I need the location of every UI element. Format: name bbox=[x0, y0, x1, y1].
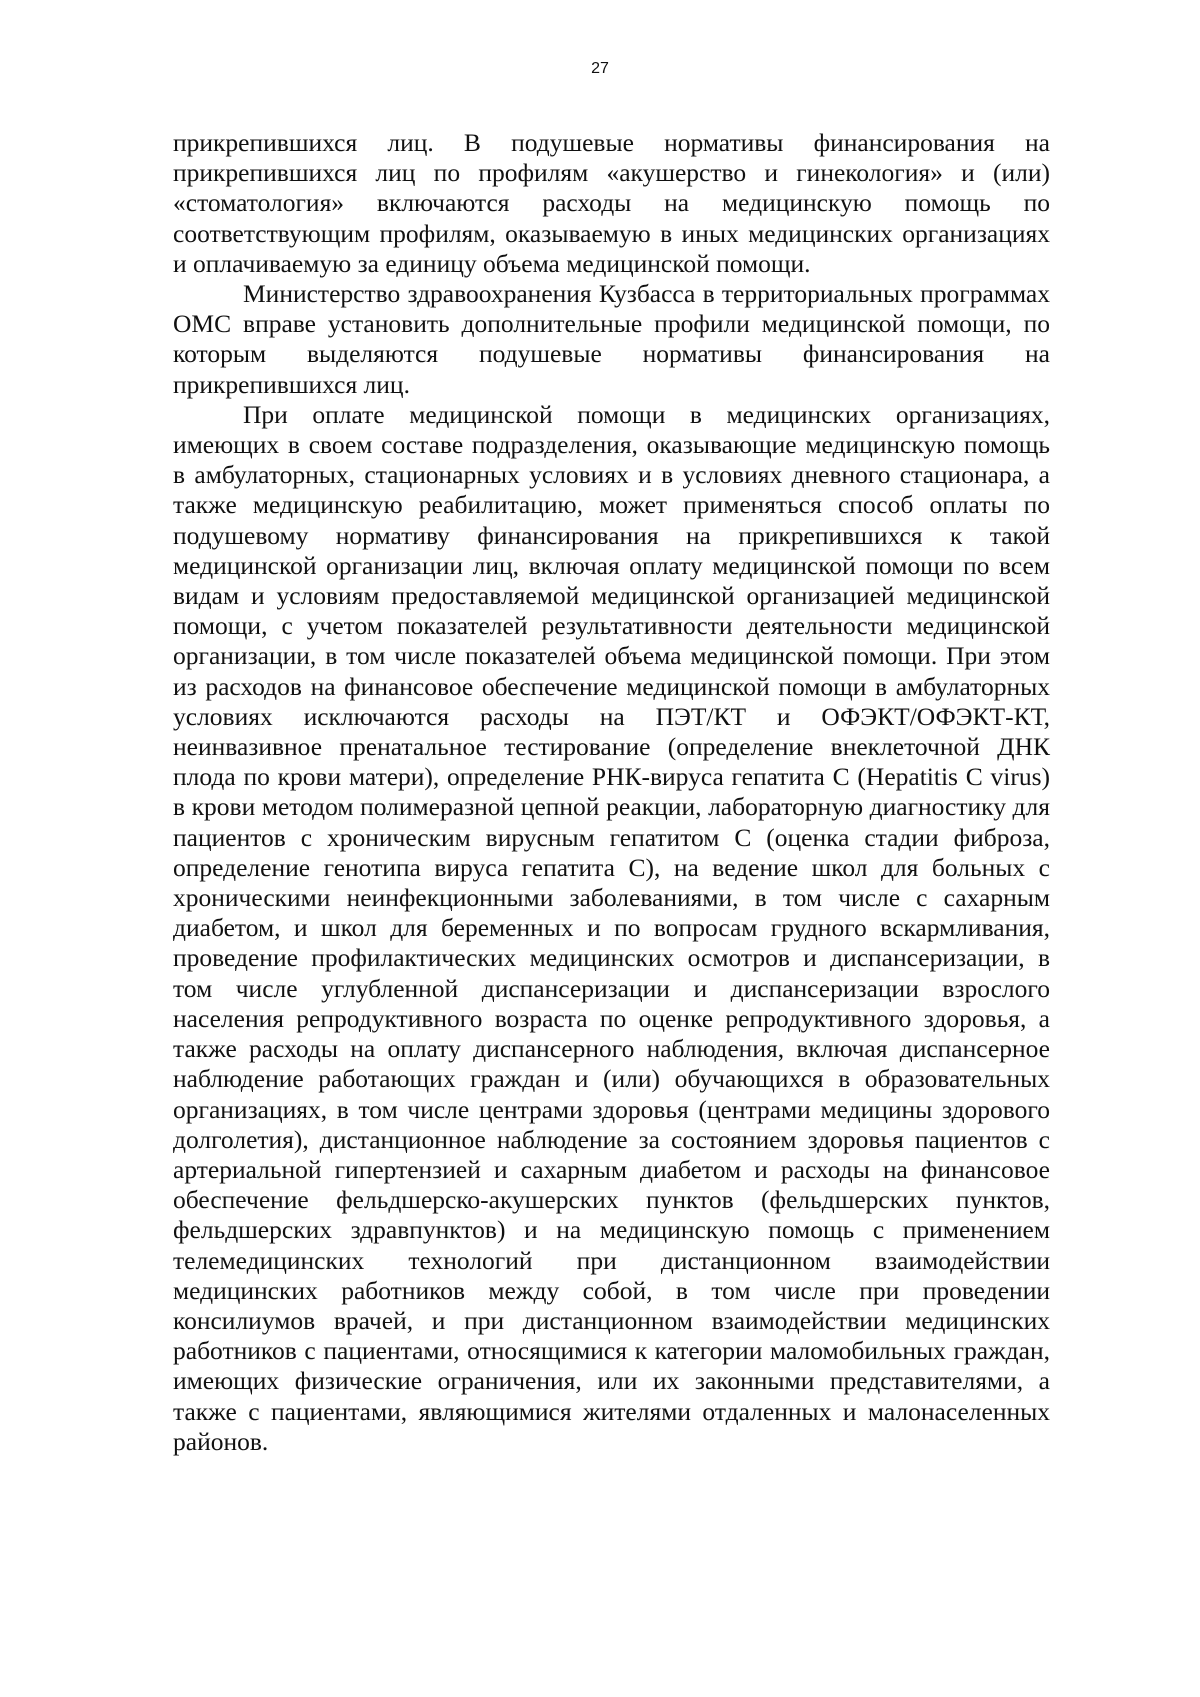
paragraph-payment-method: При оплате медицинской помощи в медицинских организациях, имеющих в своем составе подразделения, оказывающие медицинскую помощь в амбулаторных, стационарных условиях и в условиях дневного стационара, а также медицинскую реабилитацию, может применяться способ оплаты по подушевому нормативу финансирования на прикрепившихся к такой медицинской организации лиц, включая оплату медицинской помощи по всем видам и условиям предоставляемой медицинской организацией медицинской помощи, с учетом показателей результативности деятельности медицинской организации, в том числе показателей объема медицинской помощи. При этом из расходов на финансовое обеспечение медицинской помощи в амбулаторных условиях исключаются расходы на ПЭТ/КТ и ОФЭКТ/ОФЭКТ-КТ, неинвазивное пренатальное тестирование (определение внеклеточной ДНК плода по крови матери), определение РНК-вируса гепатита С (Hepatitis С virus) в крови методом полимеразной цепной реакции, лабораторную диагностику для пациентов с хроническим вирусным гепатитом С (оценка стадии фиброза, определение генотипа вируса гепатита С), на ведение школ для больных с хроническими неинфекционными заболеваниями, в том числе с сахарным диабетом, и школ для беременных и по вопросам грудного вскармливания, проведение профилактических медицинских осмотров и диспансеризации, в том числе углубленной диспансеризации и диспансеризации взрослого населения репродуктивного возраста по оценке репродуктивного здоровья, а также расходы на оплату диспансерного наблюдения, включая диспансерное наблюдение работающих граждан и (или) обучающихся в образовательных организациях, в том числе центрами здоровья (центрами медицины здорового долголетия), дистанционное наблюдение за состоянием здоровья пациентов с артериальной гипертензией и сахарным диабетом и расходы на финансовое обеспечение фельдшерско-акушерских пунктов (фельдшерских пунктов, фельдшерских здравпунктов) и на медицинскую помощь с применением телемедицинских технологий при дистанционном взаимодействии медицинских работников между собой, в том числе при проведении консилиумов врачей, и при дистанционном взаимодействии медицинских работников с пациентами, относящимися к категории маломобильных граждан, имеющих физические ограничения, или их законными представителями, а также с пациентами, являющимися жителями отдаленных и малонаселенных районов. bbox=[173, 399, 1050, 1456]
paragraph-continuation: прикрепившихся лиц. В подушевые нормативы финансирования на прикрепившихся лиц по профилям «акушерство и гинекология» и (или) «стоматология» включаются расходы на медицинскую помощь по соответствующим профилям, оказываемую в иных медицинских организациях и оплачиваемую за единицу объема медицинской помощи. bbox=[173, 128, 1050, 278]
paragraph-ministry-profiles: Министерство здравоохранения Кузбасса в территориальных программах ОМС вправе установить дополнительные профили медицинской помощи, по которым выделяются подушевые нормативы финансирования на прикрепившихся лиц. bbox=[173, 279, 1050, 399]
page-number: 27 bbox=[591, 60, 609, 77]
document-body bbox=[173, 128, 1050, 1457]
